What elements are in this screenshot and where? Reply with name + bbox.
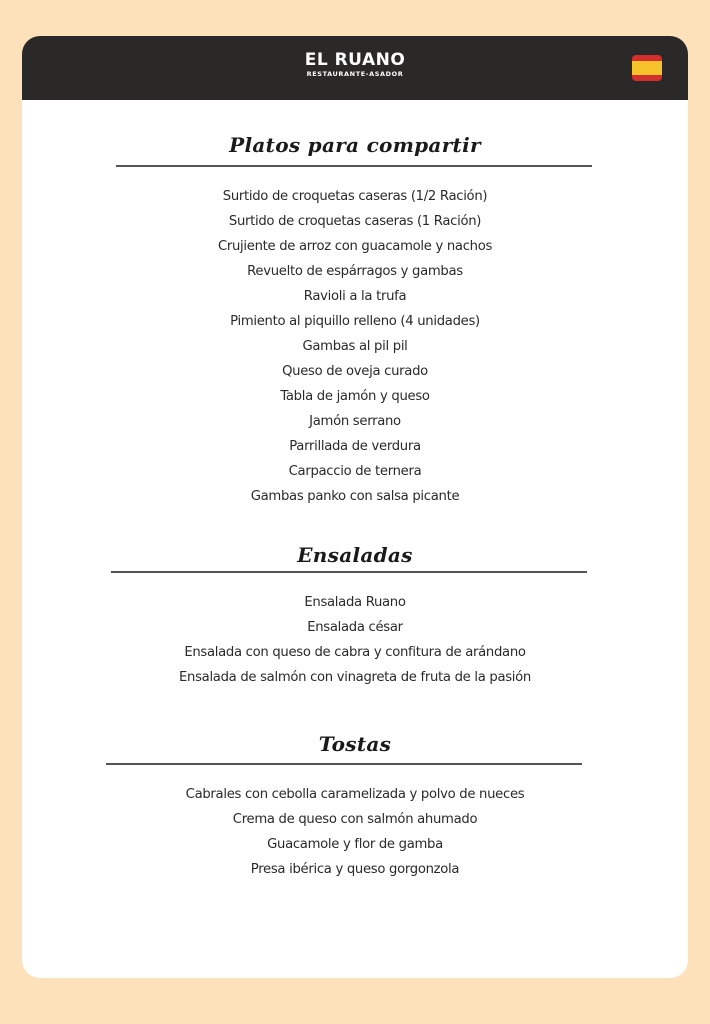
dish-item: Jamón serrano	[309, 414, 401, 429]
spain-flag-icon	[632, 55, 662, 81]
dish-item: Tabla de jamón y queso	[280, 389, 430, 404]
dish-item: Parrillada de verdura	[289, 439, 421, 454]
dish-item: Cabrales con cebolla caramelizada y polvo de nueces	[185, 787, 525, 802]
section-title-platos-para-compartir: Platos para compartir	[229, 133, 481, 157]
dish-item: Revuelto de espárragos y gambas	[247, 264, 463, 279]
dish-item: Gambas panko con salsa picante	[250, 489, 460, 504]
header-bar	[22, 36, 688, 100]
dish-item: Pimiento al piquillo relleno (4 unidades)	[230, 314, 480, 329]
brand-tagline: RESTAURANTE-ASADOR	[306, 70, 404, 78]
dish-item: Guacamole y flor de gamba	[267, 837, 443, 852]
section-divider	[106, 763, 582, 765]
restaurant-logo	[22, 50, 688, 78]
dish-item: Gambas al pil pil	[302, 339, 408, 354]
dish-item: Ensalada césar	[307, 620, 403, 635]
menu-card	[22, 36, 688, 978]
dish-item: Ensalada de salmón con vinagreta de fruta de la pasión	[179, 670, 531, 685]
section-title-tostas: Tostas	[318, 732, 392, 756]
dish-list-ensaladas	[22, 590, 688, 690]
dish-item: Ensalada con queso de cabra y confitura de arándano	[184, 645, 526, 660]
section-divider	[116, 165, 592, 167]
section-divider	[111, 571, 587, 573]
dish-list-platos-para-compartir	[22, 184, 688, 509]
section-title-ensaladas: Ensaladas	[297, 543, 413, 567]
dish-item: Surtido de croquetas caseras (1 Ración)	[228, 214, 482, 229]
language-selector-button[interactable]	[632, 55, 662, 81]
brand-name: EL RUANO	[304, 50, 406, 70]
dish-list-tostas	[22, 782, 688, 882]
dish-item: Ensalada Ruano	[304, 595, 406, 610]
dish-item: Crujiente de arroz con guacamole y nachos	[217, 239, 493, 254]
dish-item: Ravioli a la trufa	[303, 289, 407, 304]
dish-item: Crema de queso con salmón ahumado	[232, 812, 478, 827]
dish-item: Queso de oveja curado	[282, 364, 428, 379]
dish-item: Surtido de croquetas caseras (1/2 Ración)	[222, 189, 488, 204]
dish-item: Presa ibérica y queso gorgonzola	[250, 862, 460, 877]
dish-item: Carpaccio de ternera	[288, 464, 422, 479]
